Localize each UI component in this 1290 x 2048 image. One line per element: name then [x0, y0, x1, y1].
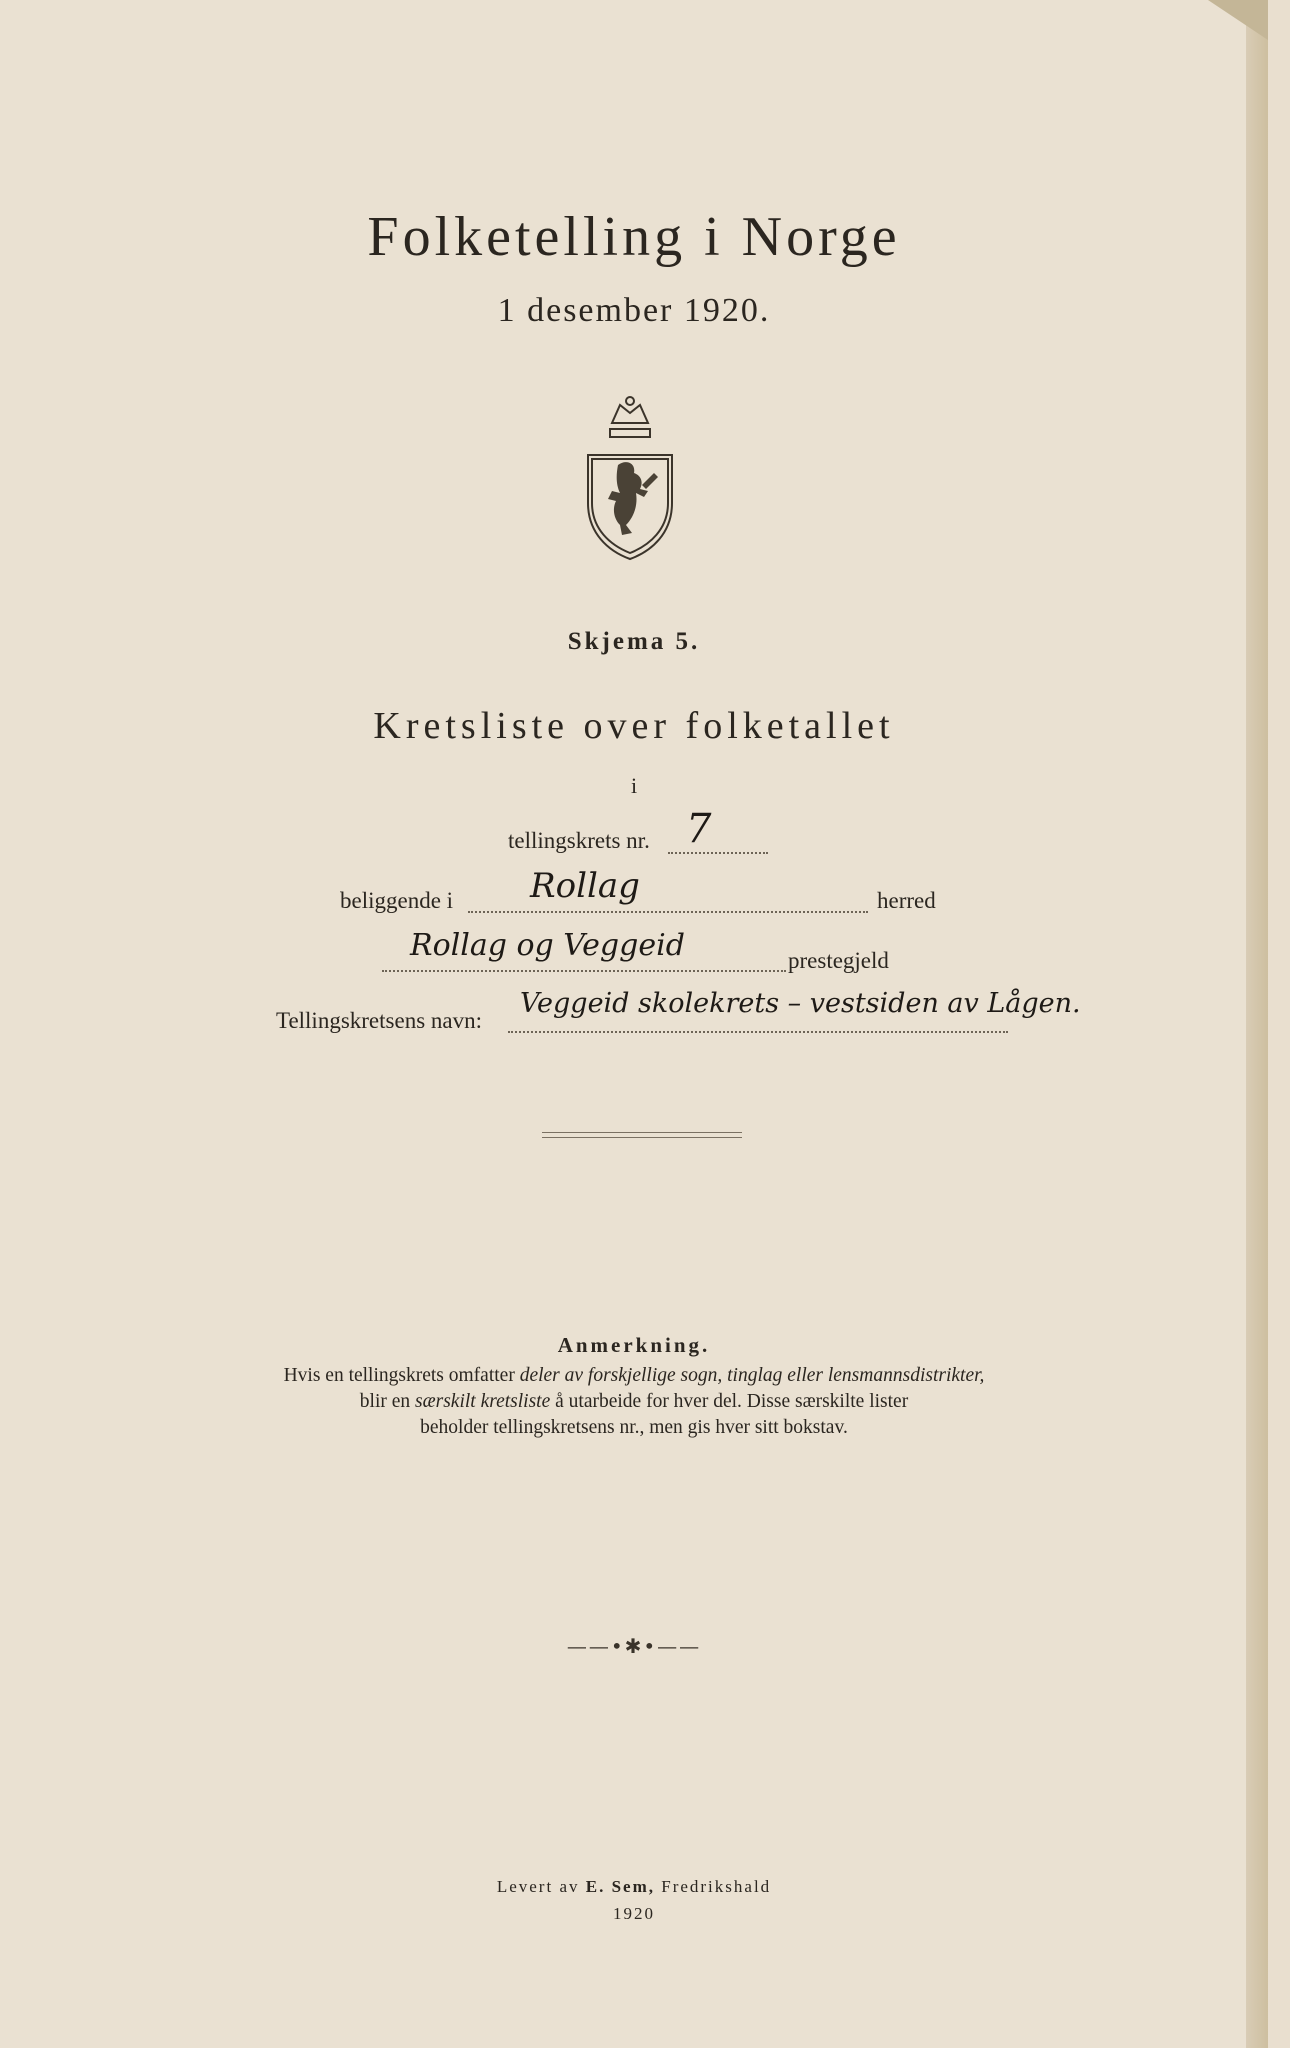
printer-name: E. Sem, [585, 1877, 655, 1896]
printer-line [0, 1873, 1268, 1900]
ornament-divider: ——•✱•—— [566, 1634, 702, 1658]
note-line-2-plain-b: å utarbeide for hver del. Disse særskilte lister [550, 1391, 909, 1412]
kretsnavn-value[interactable]: Veggeid skolekrets – vestsiden av Lågen. [520, 988, 1081, 1019]
note-line-2-italic: særskilt kretsliste [415, 1391, 551, 1412]
folded-corner [1208, 0, 1268, 40]
tellingskrets-value[interactable]: 7 [686, 806, 712, 852]
kretsnavn-dotted-line [508, 1031, 1008, 1033]
herred-value[interactable]: Rollag [530, 866, 640, 906]
herred-label: herred [877, 888, 936, 913]
tellingskrets-label: tellingskrets nr. [508, 828, 650, 853]
printer-year: 1920 [613, 1904, 655, 1923]
document-title: Folketelling i Norge [367, 206, 901, 268]
document-date: 1 desember 1920. [497, 292, 771, 329]
tellingskrets-dotted-line [668, 852, 768, 854]
prestegjeld-dotted-line [382, 970, 786, 972]
note-text [0, 1363, 1268, 1441]
prestegjeld-value[interactable]: Rollag og Veggeid [410, 928, 685, 963]
note-line-3: beholder tellingskretsens nr., men gis hver sitt bokstav. [420, 1417, 848, 1438]
note-line-1-italic: deler av forskjellige sogn, tinglag eller lensmannsdistrikter, [519, 1365, 985, 1386]
herred-dotted-line [468, 911, 868, 913]
divider-bottom [542, 1137, 742, 1138]
prestegjeld-label: prestegjeld [788, 948, 889, 973]
beliggende-label: beliggende i [340, 888, 454, 913]
printer-prefix: Levert av [496, 1877, 586, 1896]
printer-place: Fredrikshald [654, 1877, 772, 1896]
note-line-1-plain: Hvis en tellingskrets omfatter [283, 1365, 520, 1386]
note-line-2-plain-a: blir en [359, 1391, 416, 1412]
note-line-2 [0, 1389, 1268, 1415]
note-line-1 [0, 1363, 1268, 1389]
form-heading: Kretsliste over folketallet [373, 705, 895, 747]
printer-imprint [0, 1873, 1268, 1927]
schema-number: Skjema 5. [567, 628, 701, 655]
preposition: i [630, 773, 638, 798]
divider-top [542, 1132, 742, 1133]
note-heading: Anmerkning. [557, 1333, 711, 1357]
kretsnavn-label: Tellingskretsens navn: [276, 1008, 482, 1033]
norwegian-coat-of-arms-icon [582, 393, 678, 563]
